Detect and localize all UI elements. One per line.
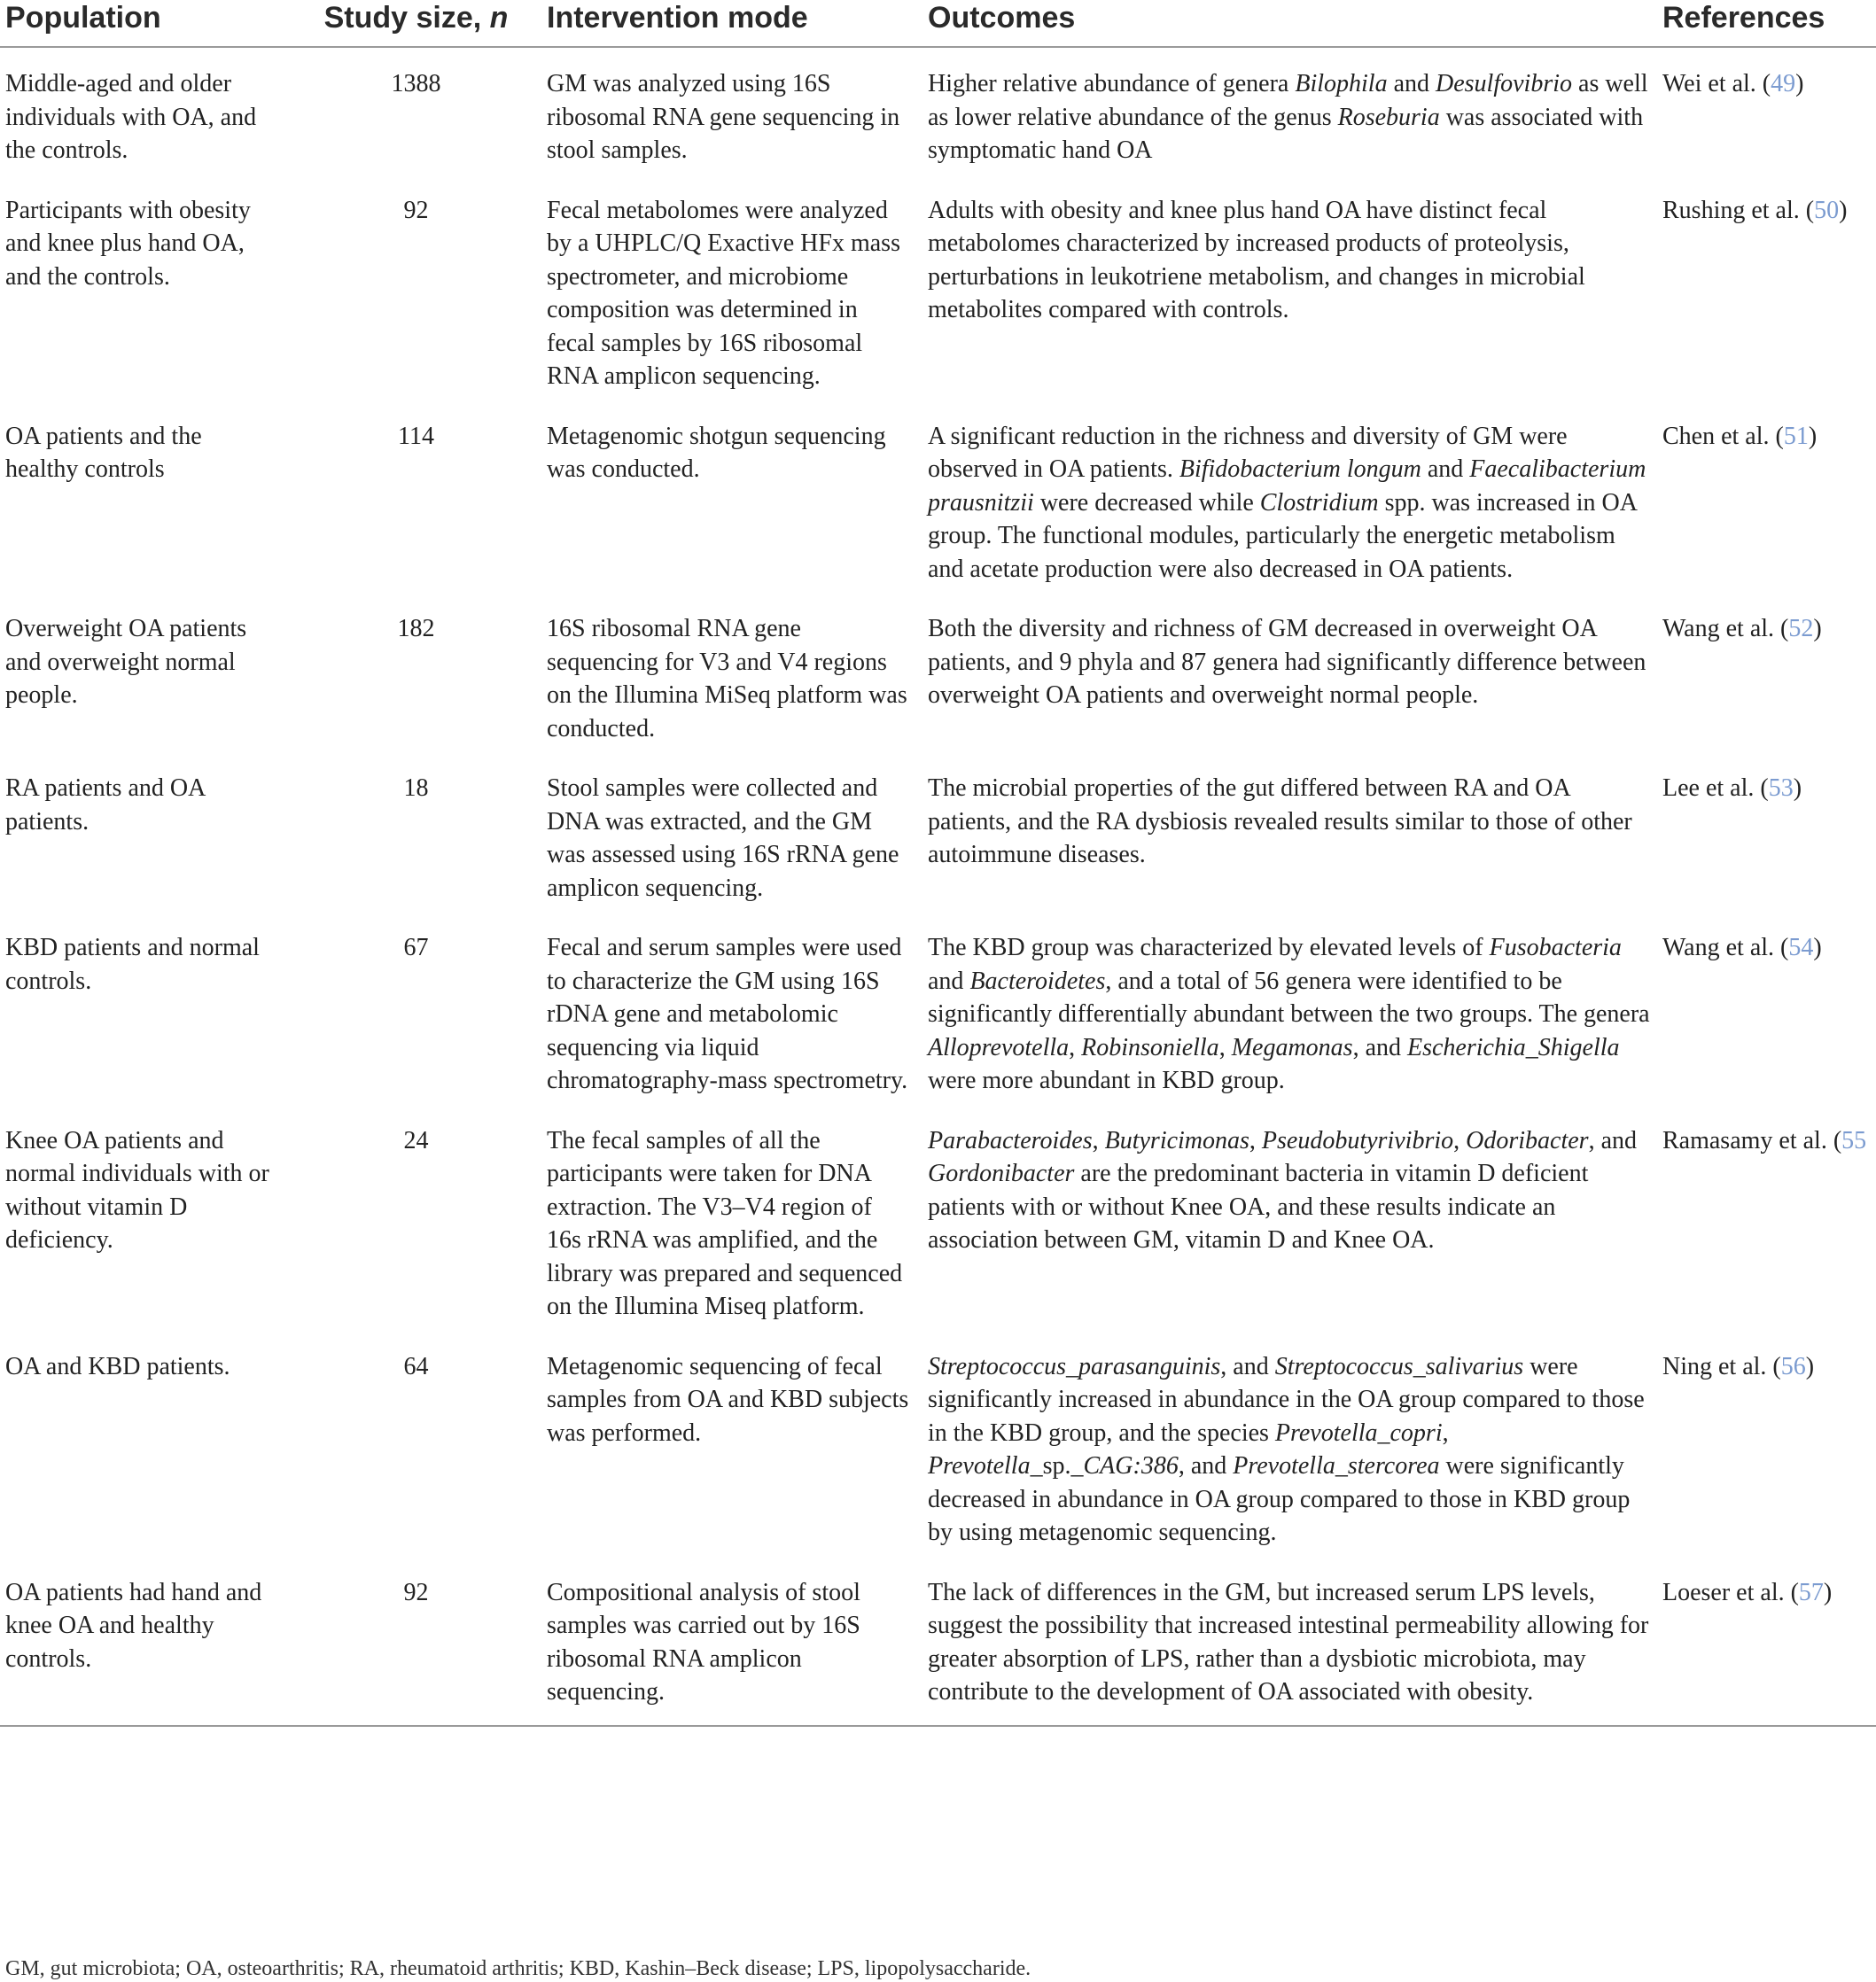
table-row bbox=[0, 175, 1876, 400]
outcome-text: were significantly decreased in abundance in OA group compared to those in KBD group by using metagenomic sequencing. bbox=[928, 1452, 1631, 1546]
reference-close: ) bbox=[1813, 934, 1822, 961]
cell-reference bbox=[1657, 175, 1876, 400]
reference-author: Rushing et al. ( bbox=[1662, 196, 1815, 224]
header-row bbox=[0, 0, 1876, 47]
cell-reference bbox=[1657, 400, 1876, 594]
taxon-name: Fusobacteria bbox=[1489, 934, 1622, 961]
outcome-text: Higher relative abundance of genera bbox=[928, 70, 1296, 97]
taxon-name: Faecalibacterium prausnitzii bbox=[928, 455, 1646, 517]
taxon-name: Pseudobutyrivibrio bbox=[1261, 1126, 1454, 1154]
reference-link[interactable]: 49 bbox=[1771, 70, 1796, 97]
taxon-name: Prevotella_ bbox=[928, 1452, 1043, 1480]
reference-close: ) bbox=[1813, 615, 1822, 642]
table-row bbox=[0, 1557, 1876, 1726]
outcome-text: as well as lower relative abundance of the genus bbox=[928, 70, 1648, 131]
taxon-name: Bifidobacterium longum bbox=[1179, 455, 1421, 483]
taxon-name: Streptococcus_parasanguinis bbox=[928, 1352, 1221, 1380]
cell-intervention: Fecal metabolomes were analyzed by a UHPLC/Q Exactive HFx mass spectrometer, and microbiome composition was determined in fecal samples by 16S ribosomal RNA amplicon sequencing. bbox=[547, 196, 900, 390]
reference-link[interactable]: 54 bbox=[1788, 934, 1814, 961]
table-row bbox=[0, 1331, 1876, 1557]
taxon-name: Gordonibacter bbox=[928, 1160, 1075, 1187]
taxon-name: _CAG:386 bbox=[1070, 1452, 1179, 1480]
outcome-text: Both the diversity and richness of GM decreased in overweight OA patients, and 9 phyla and 87 genera had significantly difference between overweight OA patients and overweight normal people. bbox=[928, 615, 1646, 709]
reference-close: ) bbox=[1793, 774, 1802, 802]
table-row bbox=[0, 912, 1876, 1105]
reference-link[interactable]: 50 bbox=[1814, 196, 1840, 224]
outcome-text: were significantly increased in abundance in the OA group compared to those in the KBD group, and the species bbox=[928, 1352, 1645, 1447]
outcome-text: , bbox=[1218, 1033, 1232, 1061]
taxon-name: Odoribacter bbox=[1466, 1126, 1589, 1154]
cell-outcome bbox=[922, 47, 1657, 175]
header-study-size-n: n bbox=[489, 1, 509, 35]
table-row bbox=[0, 593, 1876, 752]
cell-study-size: 1388 bbox=[391, 70, 441, 97]
taxon-name: Escherichia_Shigella bbox=[1407, 1033, 1620, 1061]
reference-author: Wei et al. ( bbox=[1662, 70, 1771, 97]
cell-study-size: 18 bbox=[403, 774, 429, 802]
taxon-name: Streptococcus_salivarius bbox=[1274, 1352, 1524, 1380]
reference-author: Ning et al. ( bbox=[1662, 1352, 1781, 1380]
cell-reference bbox=[1657, 1557, 1876, 1726]
taxon-name: Butyricimonas bbox=[1104, 1126, 1249, 1154]
reference-author: Wang et al. ( bbox=[1662, 934, 1789, 961]
outcome-text: A significant reduction in the richness and diversity of GM were observed in OA patients. bbox=[928, 422, 1568, 483]
taxon-name: Parabacteroides bbox=[928, 1126, 1093, 1154]
reference-close: ) bbox=[1805, 1352, 1815, 1380]
reference-author: Loeser et al. ( bbox=[1662, 1578, 1799, 1606]
taxon-name: Roseburia bbox=[1337, 103, 1440, 131]
outcome-text: Adults with obesity and knee plus hand OA have distinct fecal metabolomes characterized by increased products of proteolysis, perturbations in leukotriene metabolism, and changes in microbial metabolites compared with controls. bbox=[928, 196, 1585, 323]
taxon-name: Robinsoniella bbox=[1081, 1033, 1219, 1061]
table-footnote: GM, gut microbiota; OA, osteoarthritis; RA, rheumatoid arthritis; KBD, Kashin–Beck disease; LPS, lipopolysaccharide. bbox=[5, 1957, 1031, 1980]
outcome-text: The KBD group was characterized by elevated levels of bbox=[928, 934, 1490, 961]
cell-outcome bbox=[922, 593, 1657, 752]
cell-reference bbox=[1657, 752, 1876, 912]
cell-intervention: Metagenomic shotgun sequencing was conducted. bbox=[547, 422, 886, 483]
cell-reference bbox=[1657, 1105, 1876, 1331]
cell-study-size: 67 bbox=[403, 934, 429, 961]
outcome-text: The lack of differences in the GM, but increased serum LPS levels, suggest the possibility that increased intestinal permeability allowing for greater absorption of LPS, rather than a dysbiotic microbiota, may contribute to the development of OA associated with obesity. bbox=[928, 1578, 1649, 1706]
cell-intervention: Metagenomic sequencing of fecal samples from OA and KBD subjects was performed. bbox=[547, 1352, 909, 1447]
taxon-name: Megamonas bbox=[1231, 1033, 1353, 1061]
taxon-name: Prevotella_copri bbox=[1274, 1418, 1443, 1447]
header-outcomes: Outcomes bbox=[922, 0, 1657, 47]
cell-outcome bbox=[922, 1557, 1657, 1726]
outcome-text: and bbox=[928, 967, 970, 995]
cell-intervention: Stool samples were collected and DNA was extracted, and the GM was assessed using 16S rRNA gene amplicon sequencing. bbox=[547, 774, 899, 902]
cell-outcome bbox=[922, 752, 1657, 912]
outcome-text: , and bbox=[1352, 1033, 1407, 1061]
cell-outcome bbox=[922, 175, 1657, 400]
taxon-name: Bilophila bbox=[1295, 70, 1388, 97]
header-intervention: Intervention mode bbox=[541, 0, 922, 47]
reference-author: Lee et al. ( bbox=[1662, 774, 1769, 802]
outcome-text: , and bbox=[1178, 1452, 1234, 1480]
outcome-text: and bbox=[1421, 455, 1470, 483]
taxon-name: Alloprevotella bbox=[928, 1033, 1070, 1061]
cell-reference bbox=[1657, 912, 1876, 1105]
taxon-name: Desulfovibrio bbox=[1436, 70, 1573, 97]
cell-intervention: Fecal and serum samples were used to characterize the GM using 16S rDNA gene and metabolomic sequencing via liquid chromatography-mass spectrometry. bbox=[547, 934, 908, 1094]
cell-population: Middle-aged and older individuals with OA, and the controls. bbox=[5, 70, 257, 164]
outcome-text: , bbox=[1069, 1033, 1082, 1061]
table-row bbox=[0, 47, 1876, 175]
cell-study-size: 114 bbox=[398, 422, 434, 450]
cell-reference bbox=[1657, 47, 1876, 175]
outcome-text: were more abundant in KBD group. bbox=[928, 1067, 1285, 1094]
taxon-name: Prevotella_stercorea bbox=[1233, 1452, 1440, 1480]
outcome-text: was associated with symptomatic hand OA bbox=[928, 103, 1644, 164]
cell-outcome bbox=[922, 912, 1657, 1105]
reference-link[interactable]: 56 bbox=[1780, 1352, 1806, 1380]
outcome-text: , and bbox=[1588, 1126, 1637, 1154]
table-body bbox=[0, 47, 1876, 1726]
reference-link[interactable]: 57 bbox=[1798, 1578, 1824, 1606]
cell-population: Participants with obesity and knee plus hand OA, and the controls. bbox=[5, 196, 251, 291]
outcome-text: are the predominant bacteria in vitamin D deficient patients with or without Knee OA, and these results indicate an association between GM, vitamin D and Knee OA. bbox=[928, 1160, 1589, 1254]
outcome-text: , bbox=[1453, 1126, 1467, 1154]
outcome-text: , bbox=[1249, 1126, 1262, 1154]
reference-link[interactable]: 55 bbox=[1841, 1126, 1867, 1154]
header-population: Population bbox=[0, 0, 291, 47]
reference-link[interactable]: 51 bbox=[1783, 422, 1809, 450]
cell-intervention: 16S ribosomal RNA gene sequencing for V3 and V4 regions on the Illumina MiSeq platform was conducted. bbox=[547, 615, 907, 742]
cell-study-size: 24 bbox=[403, 1126, 429, 1154]
outcome-text: spp. was increased in OA group. The functional modules, particularly the energetic metabolism and acetate production were also decreased in OA patients. bbox=[928, 488, 1637, 583]
taxon-name: Clostridium bbox=[1259, 488, 1379, 517]
cell-population: KBD patients and normal controls. bbox=[5, 934, 260, 995]
cell-outcome bbox=[922, 1105, 1657, 1331]
outcome-text: The microbial properties of the gut differed between RA and OA patients, and the RA dysbiosis revealed results similar to those of other autoimmune diseases. bbox=[928, 774, 1632, 868]
table-row bbox=[0, 1105, 1876, 1331]
cell-intervention: GM was analyzed using 16S ribosomal RNA gene sequencing in stool samples. bbox=[547, 70, 900, 164]
cell-reference bbox=[1657, 1331, 1876, 1557]
cell-intervention: The fecal samples of all the participants were taken for DNA extraction. The V3–V4 region of 16s rRNA was amplified, and the library was prepared and sequenced on the Illumina Miseq platform. bbox=[547, 1126, 903, 1320]
cell-population: OA patients and the healthy controls bbox=[5, 422, 202, 483]
outcome-text: , and bbox=[1220, 1352, 1275, 1380]
cell-intervention: Compositional analysis of stool samples was carried out by 16S ribosomal RNA amplicon sequencing. bbox=[541, 1557, 922, 1726]
cell-population: Overweight OA patients and overweight normal people. bbox=[5, 615, 247, 709]
cell-population: RA patients and OA patients. bbox=[5, 774, 205, 836]
reference-author: Chen et al. ( bbox=[1662, 422, 1784, 450]
header-references: References bbox=[1657, 0, 1876, 47]
cell-study-size: 64 bbox=[403, 1352, 429, 1380]
outcome-text: , bbox=[1442, 1418, 1449, 1447]
outcome-text: and bbox=[1387, 70, 1436, 97]
reference-author: Wang et al. ( bbox=[1662, 615, 1789, 642]
cell-study-size: 92 bbox=[291, 1557, 541, 1726]
table-row bbox=[0, 752, 1876, 912]
cell-population: Knee OA patients and normal individuals with or without vitamin D deficiency. bbox=[5, 1126, 269, 1254]
cell-study-size: 182 bbox=[397, 615, 435, 642]
reference-close: ) bbox=[1839, 196, 1848, 224]
taxon-name: Bacteroidetes bbox=[969, 967, 1106, 995]
reference-author: Ramasamy et al. ( bbox=[1662, 1126, 1842, 1154]
header-study-size-label: Study size, bbox=[323, 1, 490, 35]
cell-outcome bbox=[922, 1331, 1657, 1557]
cell-population: OA and KBD patients. bbox=[5, 1352, 230, 1380]
reference-close: ) bbox=[1808, 422, 1818, 450]
header-study-size bbox=[291, 0, 541, 47]
table-row bbox=[0, 400, 1876, 594]
outcome-text: were decreased while bbox=[1033, 488, 1260, 517]
cell-study-size: 92 bbox=[403, 196, 429, 224]
cell-outcome bbox=[922, 400, 1657, 594]
reference-close: ) bbox=[1823, 1578, 1833, 1606]
cell-population: OA patients had hand and knee OA and healthy controls. bbox=[0, 1557, 291, 1726]
reference-link[interactable]: 53 bbox=[1768, 774, 1794, 802]
reference-link[interactable]: 52 bbox=[1788, 615, 1814, 642]
outcome-text: sp. bbox=[1042, 1452, 1071, 1480]
cell-reference bbox=[1657, 593, 1876, 752]
outcome-text: , bbox=[1092, 1126, 1105, 1154]
outcome-text: , and a total of 56 genera were identified to be significantly differentially abundant between the two groups. The genera bbox=[928, 967, 1650, 1028]
reference-close: ) bbox=[1795, 70, 1804, 97]
